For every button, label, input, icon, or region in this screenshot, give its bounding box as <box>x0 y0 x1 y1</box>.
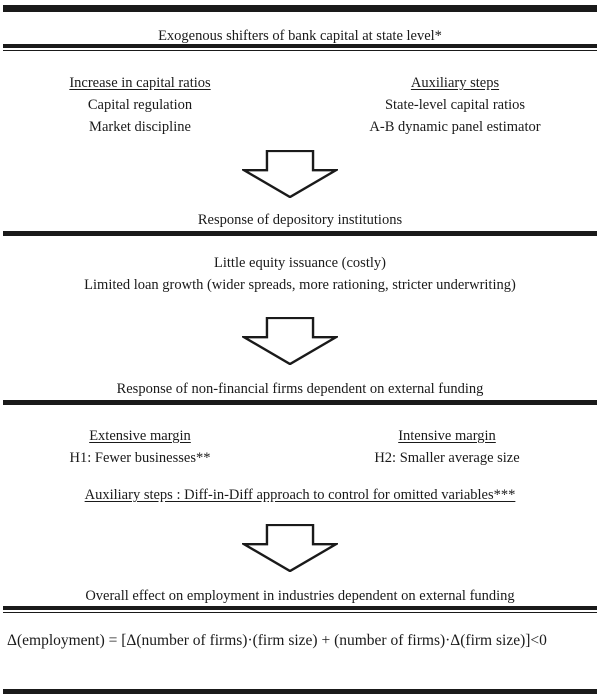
stage1-right-column <box>335 72 575 138</box>
stage1-left-item: Market discipline <box>89 119 191 135</box>
stage3-left-item: H1: Fewer businesses** <box>69 450 211 466</box>
bottom-divider <box>3 689 597 694</box>
stage4-heading: Overall effect on employment in industries dependent on external funding <box>85 588 515 604</box>
stage3-heading: Response of non-financial firms dependent on external funding <box>116 381 484 397</box>
down-arrow-icon <box>242 150 338 198</box>
stage1-heading: Exogenous shifters of bank capital at state level* <box>158 28 442 44</box>
stage3-right-title: Intensive margin <box>398 428 496 444</box>
stage1-right-item: State-level capital ratios <box>384 97 526 113</box>
stage1-divider <box>3 44 597 51</box>
employment-equation: Δ(employment) = [Δ(number of firms)·(firm size) + (number of firms)·Δ(firm size)]<0 <box>7 632 547 649</box>
stage1-right-item: A-B dynamic panel estimator <box>369 119 541 135</box>
stage2-line: Little equity issuance (costly) <box>214 255 386 271</box>
stage3-auxiliary-note: Auxiliary steps : Diff-in-Diff approach to control for omitted variables*** <box>84 487 516 503</box>
top-divider <box>3 5 597 12</box>
stage1-left-title: Increase in capital ratios <box>69 75 211 91</box>
stage2-heading: Response of depository institutions <box>197 212 403 228</box>
stage2-line: Limited loan growth (wider spreads, more rationing, stricter underwriting) <box>84 277 516 293</box>
stage3-right-item: H2: Smaller average size <box>374 450 520 466</box>
stage3-left-column <box>20 425 260 469</box>
down-arrow-icon <box>242 524 338 572</box>
stage2-divider <box>3 231 597 236</box>
down-arrow-icon <box>242 317 338 365</box>
stage3-divider <box>3 400 597 405</box>
stage3-left-title: Extensive margin <box>89 428 191 444</box>
stage4-divider <box>3 606 597 613</box>
stage1-left-column <box>20 72 260 138</box>
stage3-right-column <box>327 425 567 469</box>
stage1-left-item: Capital regulation <box>87 97 193 113</box>
stage1-right-title: Auxiliary steps <box>410 75 500 91</box>
